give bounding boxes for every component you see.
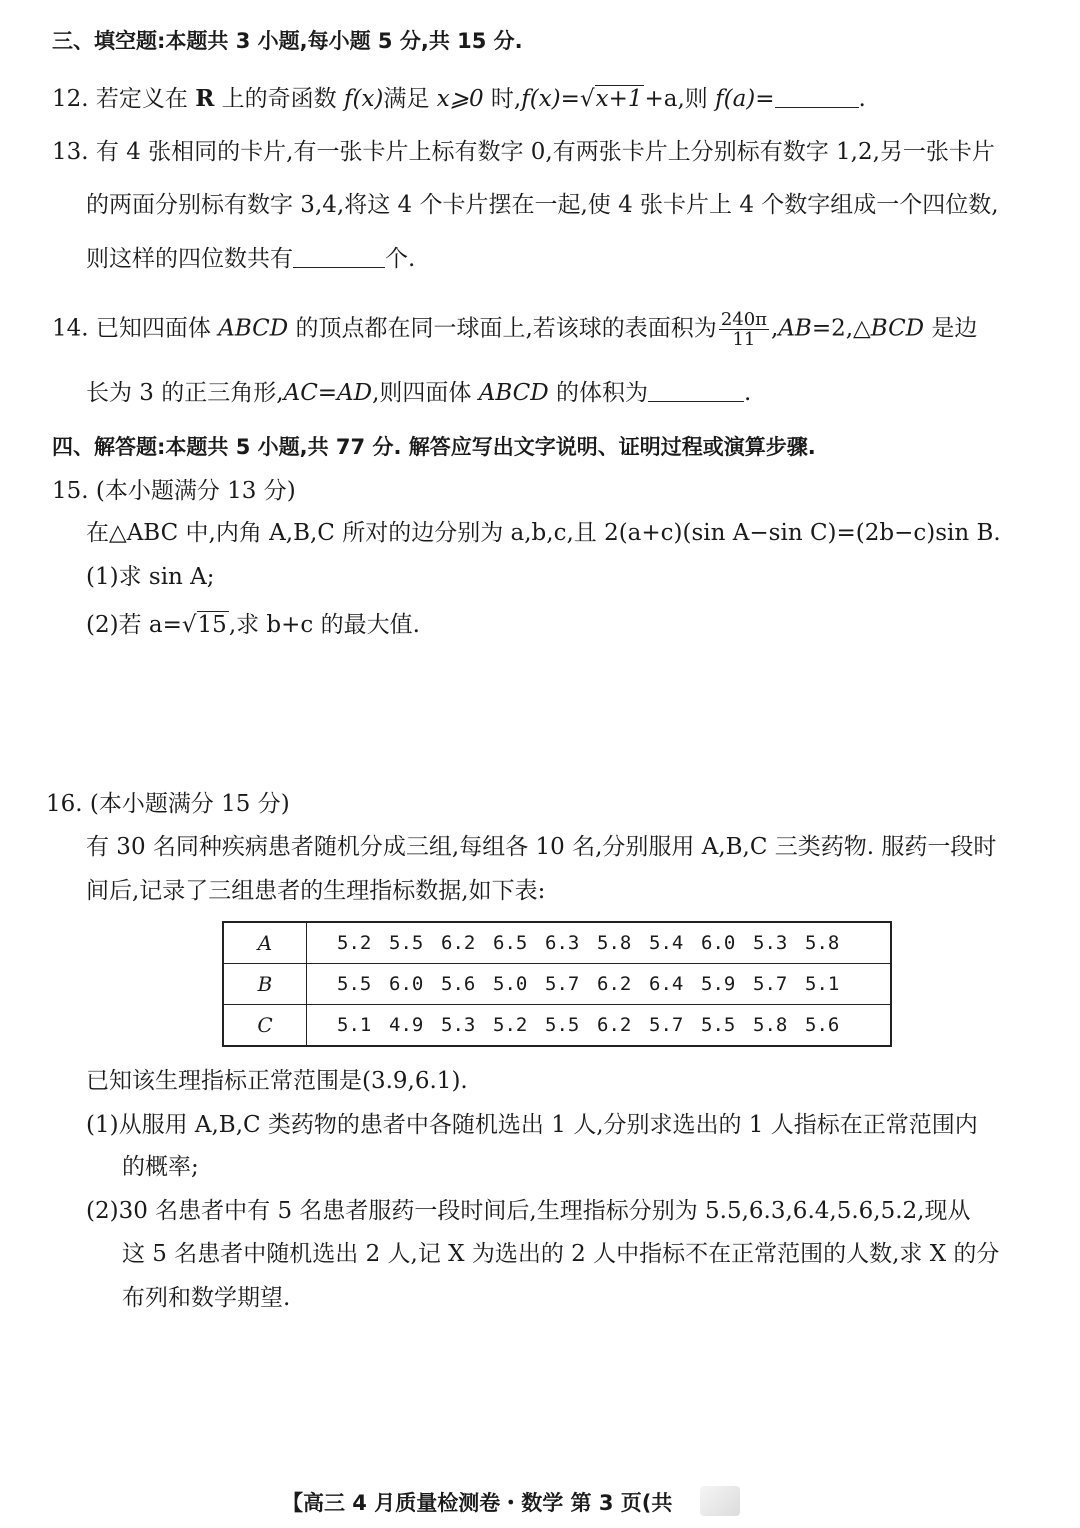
q14-text: 的顶点都在同一球面上,若该球的表面积为 [288,315,717,342]
q14-abcd: ABCD [218,315,289,342]
table-value: 5.5 [701,1014,736,1036]
table-value: 6.4 [649,973,684,995]
question-15-title: 15. (本小题满分 13 分) [52,478,296,504]
q14-text: 是边 [924,315,978,342]
q12-fa: f(a) [715,86,756,112]
table-value: 6.2 [597,1014,632,1036]
section-3-heading: 三、填空题:本题共 3 小题,每小题 5 分,共 15 分. [52,29,523,53]
table-group-label: A [223,922,307,964]
q12-equals: = [755,86,775,112]
table-value: 6.2 [441,932,476,954]
q13-answer-blank[interactable] [293,267,385,268]
q12-period: . [858,86,866,112]
q15-sqrt: √15 [181,612,227,638]
table-value: 5.7 [753,973,788,995]
table-value: 5.0 [493,973,528,995]
question-12 [52,84,866,114]
q15-text: ,求 b+c 的最大值. [228,612,420,638]
q12-text: 上的奇函数 [214,86,344,112]
q12-fx: f(x) [343,86,384,112]
question-13-line-3 [86,244,415,274]
table-value: 6.2 [597,973,632,995]
q14-answer-blank[interactable] [648,401,744,402]
table-value: 5.6 [441,973,476,995]
q14-ac-ad: AC=AD [283,380,373,406]
table-values-cell [307,964,892,1005]
table-values-cell [307,1005,892,1047]
q15-text: (2)若 a= [86,612,182,638]
table-value: 4.9 [389,1014,424,1036]
table-value: 5.1 [805,973,840,995]
table-value: 5.8 [597,932,632,954]
q14-text: ,则四面体 [372,380,479,406]
table-value: 5.6 [805,1014,840,1036]
watermark-overlay [700,1486,740,1516]
q12-answer-blank[interactable] [775,107,859,108]
q14-abcd: ABCD [478,380,549,406]
question-14-line-2 [86,378,751,408]
question-16-part-1-line-2: 的概率; [122,1154,199,1180]
table-value: 5.2 [493,1014,528,1036]
q14-bcd: BCD [870,315,925,342]
question-16-part-2-line-1: (2)30 名患者中有 5 名患者服药一段时间后,生理指标分别为 5.5,6.3,6.4,5.6,5.2,现从 [86,1198,971,1224]
q12-fx: f(x) [521,86,561,112]
section-4-heading: 四、解答题:本题共 5 小题,共 77 分. 解答应写出文字说明、证明过程或演算步骤. [52,435,816,459]
q14-period: . [744,380,752,406]
table-value: 5.4 [649,932,684,954]
table-row [223,922,891,964]
table-value: 5.5 [545,1014,580,1036]
question-16-title: 16. (本小题满分 15 分) [46,791,290,817]
table-value: 5.8 [753,1014,788,1036]
table-row [223,964,891,1005]
table-value: 5.7 [545,973,580,995]
question-16-part-2-line-3: 布列和数学期望. [122,1285,291,1311]
q12-real-set: R [195,85,215,112]
table-value: 6.0 [389,973,424,995]
q14-fraction [719,310,769,349]
q12-text: 满足 [383,86,437,112]
table-value: 5.3 [753,932,788,954]
table-value: 5.2 [337,932,372,954]
table-row [223,1005,891,1047]
q12-text: 时, [483,86,522,112]
table-value: 5.9 [701,973,736,995]
q14-text: , [771,315,779,342]
indicator-data-table [222,921,892,1047]
q14-fraction-denominator: 11 [732,329,756,350]
table-value: 5.8 [805,932,840,954]
question-14-line-1 [52,310,977,349]
table-group-label: B [223,964,307,1005]
table-values-cell [307,922,892,964]
q12-text: 12. 若定义在 [52,86,196,112]
table-value: 5.3 [441,1014,476,1036]
q14-text: 的体积为 [548,380,649,406]
table-value: 5.5 [389,932,424,954]
q14-text: 长为 3 的正三角形, [86,380,284,406]
question-16-part-2-line-2: 这 5 名患者中随机选出 2 人,记 X 为选出的 2 人中指标不在正常范围的人数,求 X 的分 [122,1241,1000,1267]
table-value: 6.3 [545,932,580,954]
question-15-part-2 [86,610,420,640]
table-value: 5.1 [337,1014,372,1036]
q13-text: 则这样的四位数共有 [86,246,293,272]
question-13-line-2: 的两面分别标有数字 3,4,将这 4 个卡片摆在一起,使 4 张卡片上 4 个数字组成一个四位数, [86,192,999,218]
question-15-stem: 在△ABC 中,内角 A,B,C 所对的边分别为 a,b,c,且 2(a+c)(sin A−sin C)=(2b−c)sin B. [86,520,1001,546]
page-footer: 【高三 4 月质量检测卷・数学 第 3 页(共 [282,1491,673,1515]
question-16-normal-range: 已知该生理指标正常范围是(3.9,6.1). [86,1068,468,1094]
q14-text: 14. 已知四面体 [52,315,219,342]
table-value: 6.5 [493,932,528,954]
q15-radicand: 15 [197,612,227,638]
q14-text: =2,△ [811,315,871,342]
table-value: 5.5 [337,973,372,995]
table-group-label: C [223,1005,307,1047]
question-16-part-1-line-1: (1)从服用 A,B,C 类药物的患者中各随机选出 1 人,分别求选出的 1 人指标在正常范围内 [86,1112,978,1138]
question-16-stem-line-1: 有 30 名同种疾病患者随机分成三组,每组各 10 名,分别服用 A,B,C 三类药物. 服药一段时 [86,834,997,860]
q12-radicand: x+1 [595,86,643,112]
question-13-line-1: 13. 有 4 张相同的卡片,有一张卡片上标有数字 0,有两张卡片上分别标有数字 1,2,另一张卡片 [52,139,995,165]
question-16-stem-line-2: 间后,记录了三组患者的生理指标数据,如下表: [86,878,546,904]
q12-condition: x⩾0 [436,86,484,112]
q14-fraction-numerator: 240π [720,309,767,330]
q12-sqrt: √x+1 [579,86,643,112]
question-15-part-1: (1)求 sin A; [86,564,215,590]
q12-text: +a,则 [644,86,716,112]
q14-ab: AB [778,315,812,342]
table-value: 6.0 [701,932,736,954]
q13-text: 个. [385,246,416,272]
q12-equals: = [560,86,580,112]
table-value: 5.7 [649,1014,684,1036]
